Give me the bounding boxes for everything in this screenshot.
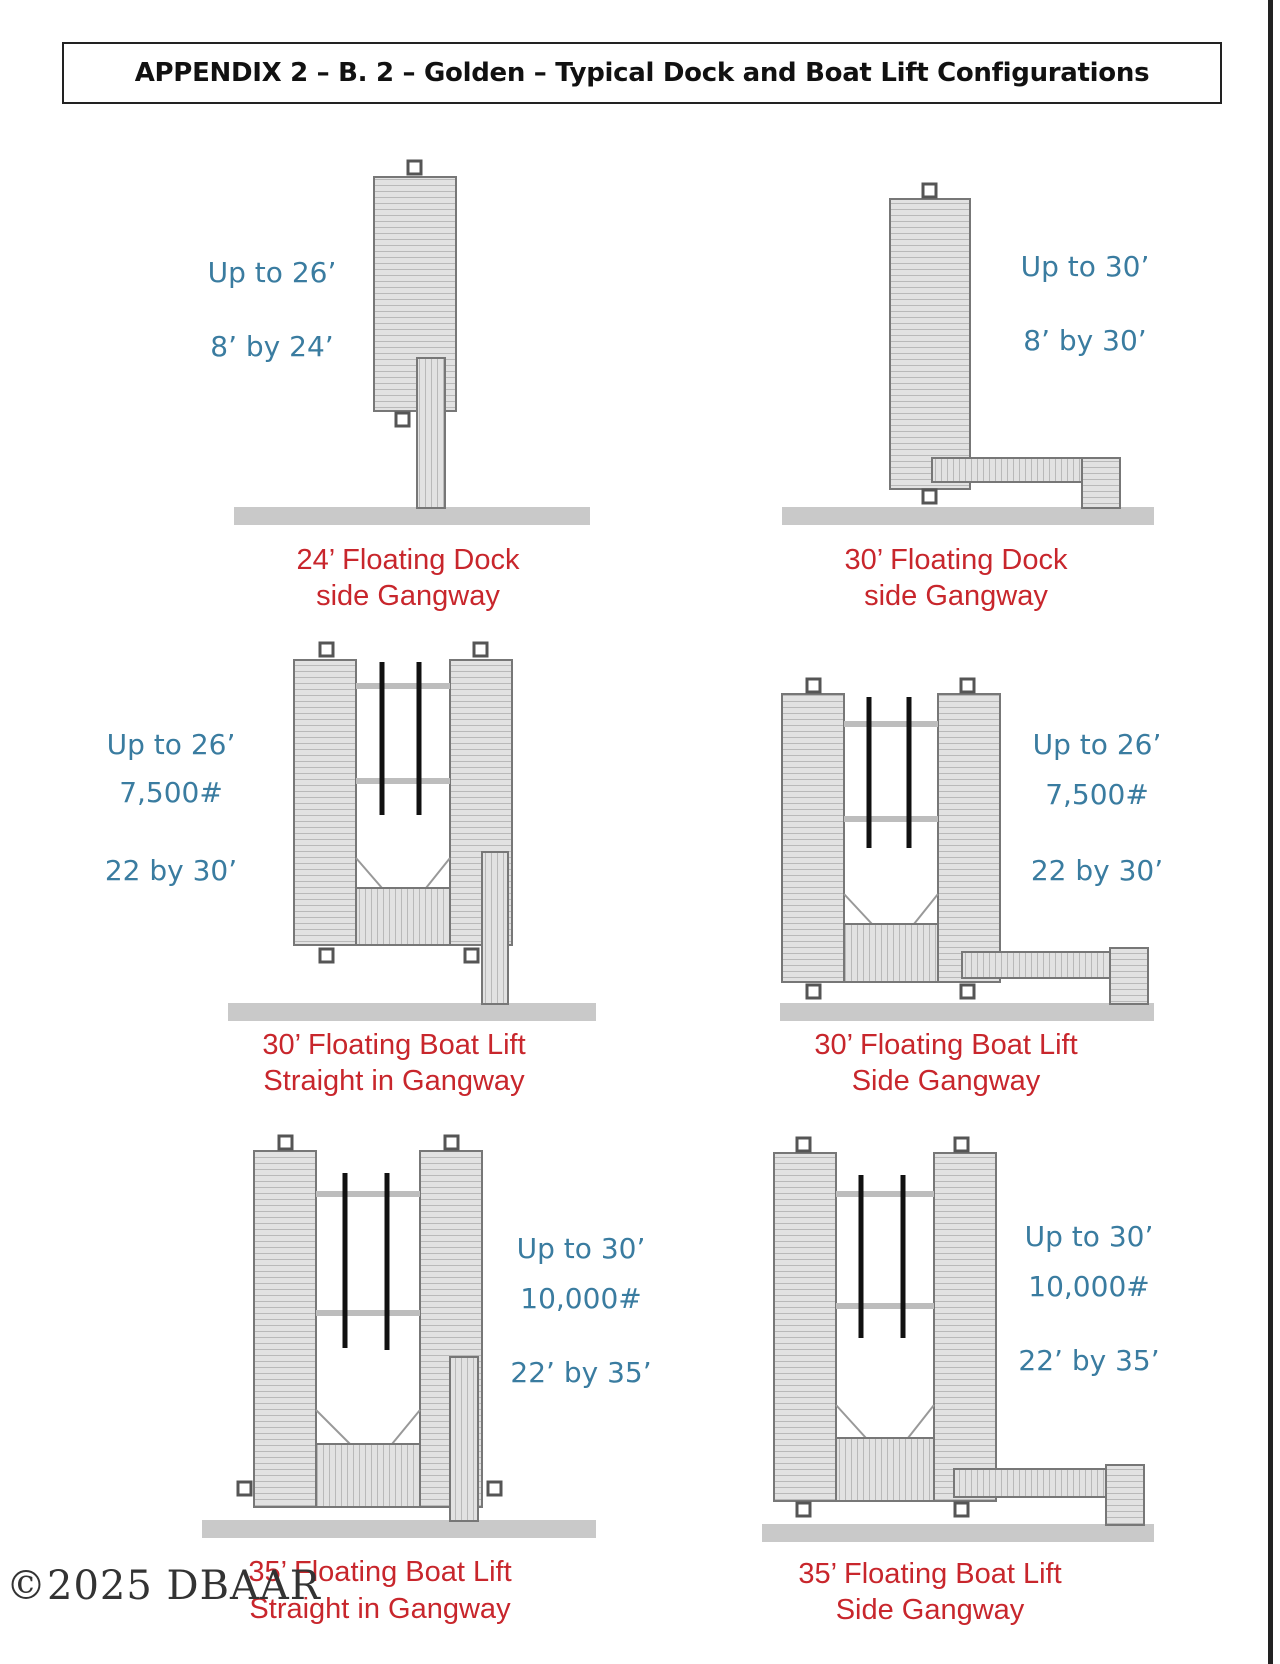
spec-size: 22 by 30’ [104,854,238,887]
spec-capacity: 7,500# [1045,778,1149,811]
caption-subtitle: Straight in Gangway [249,1593,511,1625]
spec-length: Up to 26’ [106,728,236,761]
caption-subtitle: side Gangway [316,580,500,612]
spec-capacity: 10,000# [1028,1270,1150,1303]
caption-subtitle: Side Gangway [835,1594,1025,1626]
copyright-watermark: ©2025 DBAAR [6,1563,321,1609]
spec-size: 8’ by 30’ [1023,324,1147,357]
caption-title: 30’ Floating Dock [844,544,1068,576]
spec-capacity: 7,500# [119,776,223,809]
caption-subtitle: Straight in Gangway [263,1065,525,1097]
left-pontoon [774,1153,836,1501]
right-pontoon [934,1153,996,1501]
caption-title: 24’ Floating Dock [296,544,520,576]
spec-size: 22’ by 35’ [510,1356,652,1389]
gangway-landing [1106,1465,1144,1525]
spec-length: Up to 30’ [1024,1220,1154,1253]
spec-length: Up to 30’ [516,1232,646,1265]
bow-cradle [836,1405,934,1501]
spec-capacity: 10,000# [520,1282,642,1315]
gangway [954,1469,1108,1497]
appendix-title: APPENDIX 2 – B. 2 – Golden – Typical Dock and Boat Lift Configurations [134,58,1150,88]
shoreline [762,1524,1154,1542]
caption-title: 35’ Floating Boat Lift [248,1556,512,1588]
spec-length: Up to 30’ [1020,250,1150,283]
spec-size: 22 by 30’ [1030,854,1164,887]
crossbeams [836,1191,934,1309]
caption-title: 30’ Floating Boat Lift [814,1029,1078,1061]
caption-subtitle: side Gangway [864,580,1048,612]
spec-size: 8’ by 24’ [210,330,334,363]
spec-size: 22’ by 35’ [1018,1344,1160,1377]
caption-title: 35’ Floating Boat Lift [798,1558,1062,1590]
spec-length: Up to 26’ [1032,728,1162,761]
caption-subtitle: Side Gangway [851,1065,1041,1097]
spec-length: Up to 26’ [207,256,337,289]
caption-title: 30’ Floating Boat Lift [262,1029,526,1061]
